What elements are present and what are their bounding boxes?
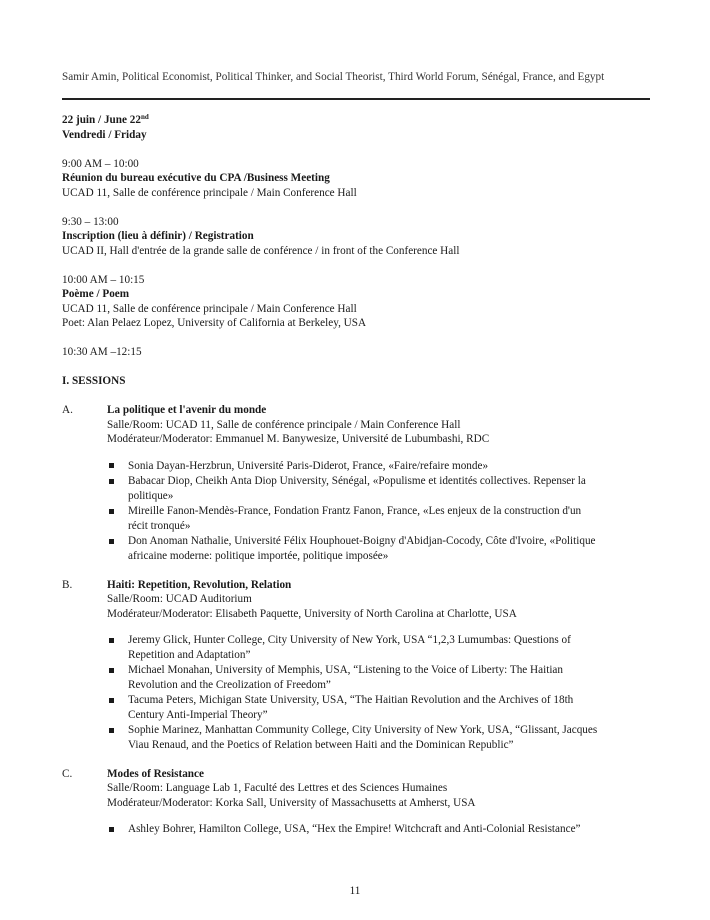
talk-line: Repetition and Adaptation” <box>128 648 251 661</box>
talk-line: Century Anti-Imperial Theory” <box>128 708 268 721</box>
talk-line: Revolution and the Creolization of Freedom” <box>128 678 331 691</box>
session-body <box>107 578 652 622</box>
event-detail: UCAD 11, Salle de conférence principale / Main Conference Hall <box>62 186 357 199</box>
talk-item <box>128 633 652 662</box>
session-moderator: Modérateur/Moderator: Korka Sall, University of Massachusetts at Amherst, USA <box>107 796 476 809</box>
date-block <box>62 113 652 142</box>
talk-item <box>128 474 652 503</box>
event-time: 9:30 – 13:00 <box>62 215 119 228</box>
talk-line: Sonia Dayan-Herzbrun, Université Paris-Diderot, France, «Faire/refaire monde» <box>128 459 489 472</box>
talk-line: Sophie Marinez, Manhattan Community College, City University of New York, USA, “Glissant, Jacques <box>128 724 598 736</box>
talk-item <box>128 534 652 563</box>
event-detail: UCAD 11, Salle de conférence principale / Main Conference Hall <box>62 302 357 315</box>
talk-list <box>62 822 652 837</box>
talk-line: Tacuma Peters, Michigan State University, USA, “The Haitian Revolution and the Archives of 18th <box>128 694 574 706</box>
day-heading: Vendredi / Friday <box>62 128 147 141</box>
page-number: 11 <box>349 885 361 897</box>
session-moderator: Modérateur/Moderator: Elisabeth Paquette, University of North Carolina at Charlotte, USA <box>107 607 517 620</box>
session-title: Haiti: Repetition, Revolution, Relation <box>107 578 292 591</box>
session-title: La politique et l'avenir du monde <box>107 404 267 416</box>
event-title: Poème / Poem <box>62 288 130 300</box>
talk-list <box>62 633 652 752</box>
date-heading: 22 juin / June 22nd <box>62 113 149 126</box>
sessions-heading: I. SESSIONS <box>62 375 126 387</box>
talk-line: Ashley Bohrer, Hamilton College, USA, “Hex the Empire! Witchcraft and Anti-Colonial Resistance” <box>128 823 581 835</box>
event-title: Inscription (lieu à définir) / Registration <box>62 230 254 242</box>
bullet-icon <box>109 668 114 673</box>
session-room: Salle/Room: UCAD Auditorium <box>107 593 252 605</box>
talk-item <box>128 663 652 692</box>
talk-line: Don Anoman Nathalie, Université Félix Houphouet-Boigny d'Abidjan-Cocody, Côte d'Ivoire, «Politique <box>128 535 596 547</box>
session-letter: B. <box>62 578 73 591</box>
session-letter: A. <box>62 404 73 416</box>
talk-item <box>128 459 652 474</box>
bullet-icon <box>109 479 114 484</box>
event-title: Réunion du bureau exécutive du CPA /Business Meeting <box>62 172 330 184</box>
bullet-icon <box>109 827 114 832</box>
bullet-icon <box>109 698 114 703</box>
talk-line: Michael Monahan, University of Memphis, USA, “Listening to the Voice of Liberty: The Haitian <box>128 664 563 676</box>
event-block <box>62 273 652 331</box>
bullet-icon <box>109 638 114 643</box>
event-detail: Poet: Alan Pelaez Lopez, University of California at Berkeley, USA <box>62 317 367 329</box>
talk-item <box>128 504 652 533</box>
talk-item <box>128 822 652 837</box>
session-title: Modes of Resistance <box>107 767 204 780</box>
session-room: Salle/Room: Language Lab 1, Faculté des Lettres et des Sciences Humaines <box>107 782 448 794</box>
talk-line: récit tronqué» <box>128 519 191 532</box>
running-header: Samir Amin, Political Economist, Political Thinker, and Social Theorist, Third World Forum, Sénégal, France, and Egypt <box>62 71 605 83</box>
session-block <box>62 767 652 837</box>
talk-line: Mireille Fanon-Mendès-France, Fondation Frantz Fanon, France, «Les enjeux de la construction d'un <box>128 505 582 517</box>
session-moderator: Modérateur/Moderator: Emmanuel M. Banywesize, Université de Lubumbashi, RDC <box>107 433 490 445</box>
session-letter: C. <box>62 767 73 780</box>
event-time: 10:00 AM – 10:15 <box>62 273 145 286</box>
event-block <box>62 215 652 259</box>
talk-line: politique» <box>128 489 174 502</box>
session-room: Salle/Room: UCAD 11, Salle de conférence principale / Main Conference Hall <box>107 418 461 431</box>
header-rule <box>62 98 650 100</box>
bullet-icon <box>109 539 114 544</box>
talk-line: Jeremy Glick, Hunter College, City University of New York, USA “1,2,3 Lumumbas: Questions of <box>128 634 571 646</box>
talk-item <box>128 723 652 752</box>
talk-line: africaine moderne: politique importée, politique imposée» <box>128 549 389 562</box>
bullet-icon <box>109 509 114 514</box>
talk-item <box>128 693 652 722</box>
event-time: 9:00 AM – 10:00 <box>62 157 139 170</box>
session-block <box>62 578 652 753</box>
bullet-icon <box>109 463 114 468</box>
session-time: 10:30 AM –12:15 <box>62 346 142 358</box>
talk-line: Babacar Diop, Cheikh Anta Diop University, Sénégal, «Populisme et identités collectives. Repenser la <box>128 475 586 487</box>
session-body <box>107 767 652 811</box>
bullet-icon <box>109 728 114 733</box>
talk-line: Viau Renaud, and the Poetics of Relation between Haiti and the Dominican Republic” <box>128 738 514 751</box>
event-block <box>62 157 652 201</box>
session-body <box>107 403 652 447</box>
session-block <box>62 403 652 563</box>
talk-list <box>62 459 652 564</box>
program-content <box>62 113 652 851</box>
event-detail: UCAD II, Hall d'entrée de la grande salle de conférence / in front of the Conference Hall <box>62 244 460 257</box>
